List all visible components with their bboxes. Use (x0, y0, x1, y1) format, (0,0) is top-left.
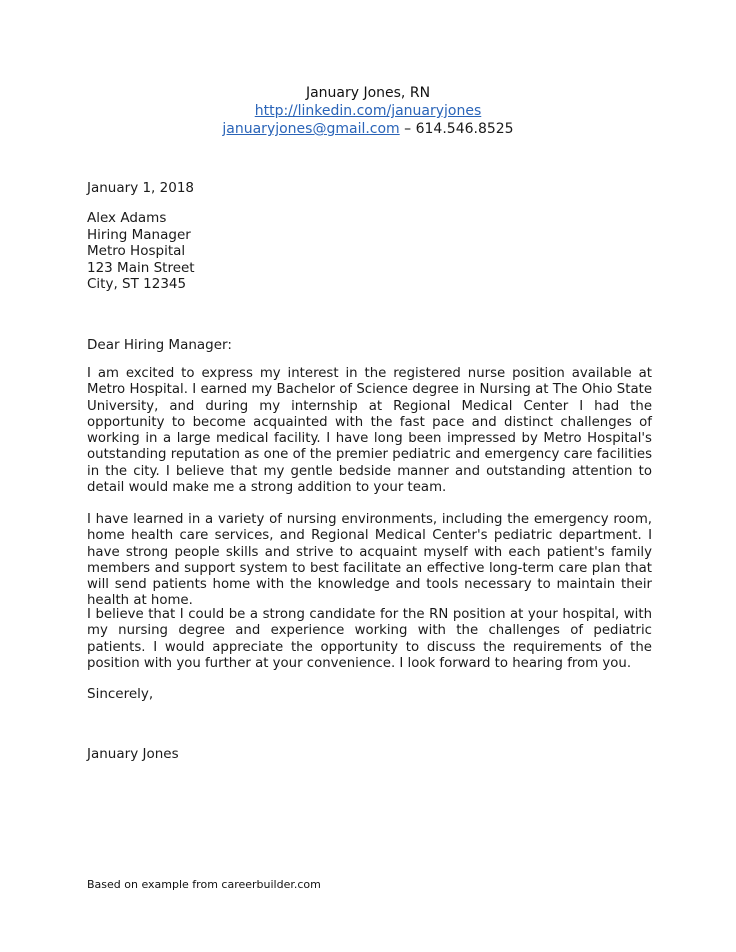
letter-header (0, 84, 736, 138)
source-footnote: Based on example from careerbuilder.com (87, 878, 321, 891)
email-link[interactable]: januaryjones@gmail.com (222, 121, 400, 137)
body-paragraph-2: I have learned in a variety of nursing environments, including the emergency room, home health care services, and Regional Medical Center's pediatric department. I have strong people skills and strive to acquaint myself with each patient's family members and support system to best facilitate an effective long-term care plan that will send patients home with the knowledge and tools necessary to maintain their health at home. (87, 512, 652, 609)
salutation: Dear Hiring Manager: (87, 337, 232, 353)
body-paragraph-3: I believe that I could be a strong candidate for the RN position at your hospital, with my nursing degree and experience working with the challenges of pediatric patients. I would appreciate the opportunity to discuss the requirements of the position with you further at your convenience. I look forward to hearing from you. (87, 607, 652, 671)
recipient-title: Hiring Manager (87, 226, 191, 243)
recipient-address (87, 210, 195, 293)
contact-separator: – (399, 121, 416, 137)
body-paragraph-1: I am excited to express my interest in the registered nurse position available at Metro Hospital. I earned my Bachelor of Science degree in Nursing at The Ohio State University, and during my internship at Regional Medical Center I had the opportunity to become acquainted with the fast pace and distinct challenges of working in a large medical facility. I have long been impressed by Metro Hospital's outstanding reputation as one of the premier pediatric and emergency care facilities in the city. I believe that my gentle bedside manner and outstanding attention to detail would make me a strong addition to your team. (87, 366, 652, 496)
recipient-street: 123 Main Street (87, 259, 195, 276)
closing: Sincerely, (87, 686, 154, 702)
linkedin-link[interactable]: http://linkedin.com/januaryjones (254, 103, 482, 119)
sender-name: January Jones, RN (305, 85, 431, 101)
recipient-name: Alex Adams (87, 210, 167, 226)
phone-number: 614.546.8525 (415, 121, 514, 137)
letter-date: January 1, 2018 (87, 180, 194, 196)
signature: January Jones (87, 746, 179, 762)
recipient-city: City, ST 12345 (87, 276, 187, 292)
recipient-company: Metro Hospital (87, 243, 186, 259)
